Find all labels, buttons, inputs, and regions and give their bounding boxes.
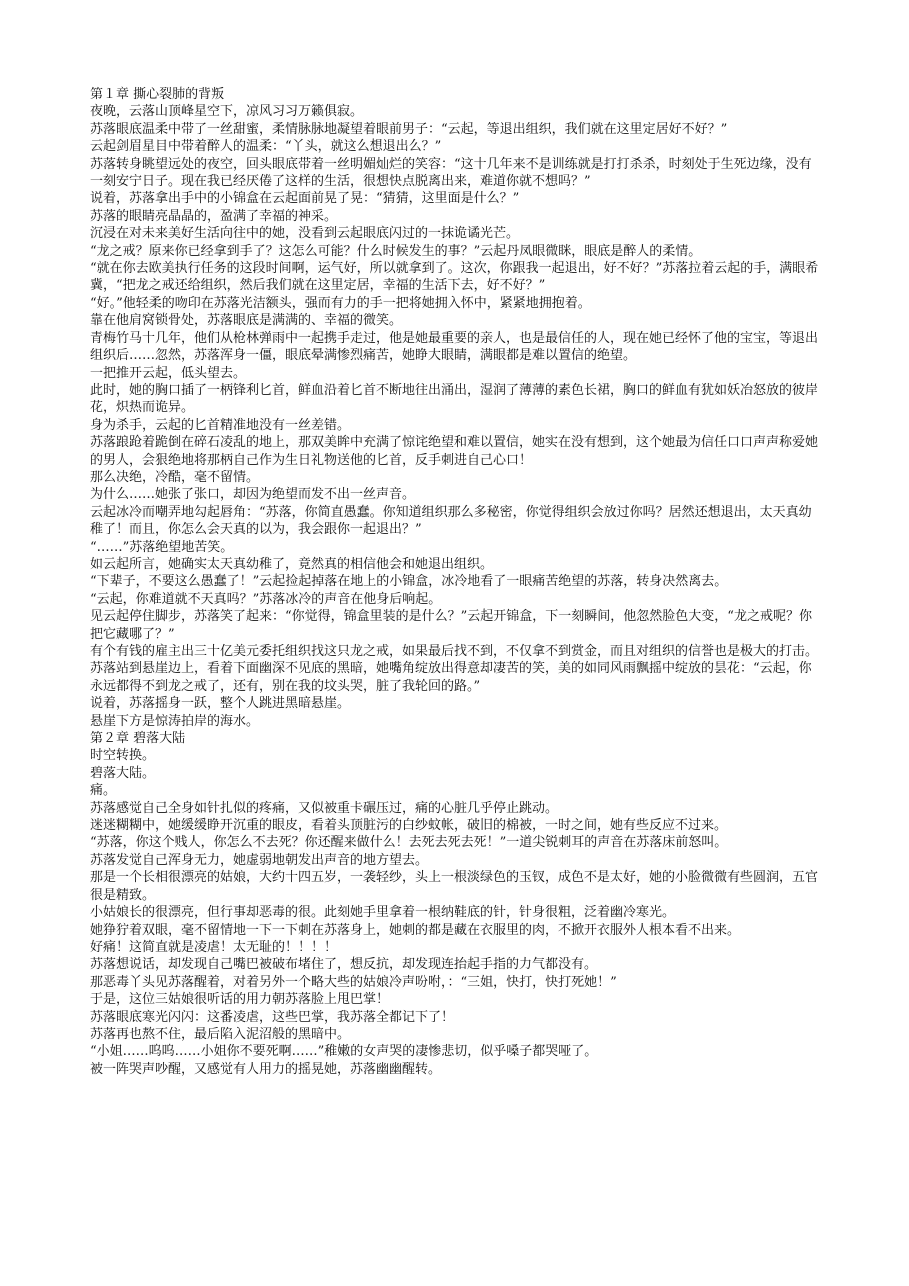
paragraph: 她狰狞着双眼，毫不留情地一下一下刺在苏落身上，她刺的都是藏在衣服里的肉，不掀开衣服外人根本看不出来。 [90,922,741,938]
paragraph: 苏落踉跄着跪倒在碎石凌乱的地上，那双美眸中充满了惊诧绝望和难以置信，她实在没有想到，这个她最为信任口口声声称爱她的男人，会狠绝地将那柄自己作为生日礼物送他的匕首，反手刺进自己心口！ [90,435,819,468]
paragraph: 迷迷糊糊中，她缓缓睁开沉重的眼皮，看着头顶脏污的白纱蚊帐，破旧的棉被，一时之间，她有些反应不过来。 [90,818,728,834]
paragraph: “云起，你难道就不天真吗？”苏落冰冷的声音在他身后响起。 [90,591,442,607]
paragraph: 有个有钱的雇主出三十亿美元委托组织找这只龙之戒，如果最后找不到，不仅拿不到赏金，而且对组织的信誉也是极大的打击。 [90,644,819,659]
paragraph: 小姑娘长的很漂亮，但行事却恶毒的很。此刻她手里拿着一根纳鞋底的针，针身很粗，泛着幽冷寒光。 [90,905,676,921]
paragraph: 见云起停住脚步，苏落笑了起来：“你觉得，锦盒里装的是什么？”云起开锦盒，下一刻瞬间，他忽然脸色大变，“龙之戒呢？你把它藏哪了？” [90,609,812,642]
chapter-heading: 第１章 撕心裂肺的背叛 [90,87,225,102]
paragraph: 苏落眼底寒光闪闪：这番凌虐，这些巴掌，我苏落全都记下了！ [90,1009,455,1025]
paragraph: 说着，苏落摇身一跃，整个人跳进黑暗悬崖。 [90,696,351,712]
paragraph: 苏落发觉自己浑身无力，她虚弱地朝发出声音的地方望去。 [90,852,429,868]
paragraph: “龙之戒？原来你已经拿到手了？这怎么可能？什么时候发生的事？”云起丹凤眼微眯，眼底是醉人的柔情。 [90,243,702,259]
paragraph: 一把推开云起，低头望去。 [90,365,247,381]
paragraph: 被一阵哭声吵醒，又感觉有人用力的摇晃她，苏落幽幽醒转。 [90,1061,442,1077]
paragraph: 悬崖下方是惊涛拍岸的海水。 [90,713,260,729]
paragraph: 云起剑眉星目中带着醉人的温柔：“丫头，就这么想退出么？” [90,139,442,155]
paragraph: 那么决绝，冷酷，毫不留情。 [90,469,260,485]
document-page [90,86,820,1078]
paragraph: 苏落的眼睛亮晶晶的，盈满了幸福的神采。 [90,208,338,224]
paragraph: 痛。 [90,783,117,799]
chapter-heading: 第２章 碧落大陆 [90,731,186,747]
paragraph: 夜晚，云落山顶峰星空下，凉风习习万籁俱寂。 [90,104,364,120]
paragraph: 那是一个长相很漂亮的姑娘，大约十四五岁，一袭轻纱，头上一根淡绿色的玉钗，成色不是太好，她的小脸微微有些圆润，五官很是精致。 [90,870,819,903]
paragraph: 苏落转身眺望远处的夜空，回头眼底带着一丝明媚灿烂的笑容：“这十几年来不是训练就是打打杀杀，时刻处于生死边缘，没有一刻安宁日子。现在我已经厌倦了这样的生活，很想快点脱离出来，难道你就不想吗？” [90,156,812,190]
paragraph: “就在你去欧美执行任务的这段时间啊，运气好，所以就拿到了。这次，你跟我一起退出，好不好？”苏落拉着云起的手，满眼希冀，“把龙之戒还给组织，然后我们就在这里定居，幸福的生活下去，好不好？” [90,261,819,294]
paragraph: 时空转换。 [90,748,156,764]
paragraph: “下辈子，不要这么愚蠢了！”云起捡起掉落在地上的小锦盒，冰冷地看了一眼痛苦绝望的苏落，转身决然离去。 [90,574,728,590]
paragraph: 那恶毒丫头见苏落醒着，对着另外一个略大些的姑娘冷声吩咐，：“三姐，快打，快打死她！” [90,974,617,990]
paragraph: 云起冰冷而嘲弄地勾起唇角：“苏落，你简直愚蠢。你知道组织那么多秘密，你觉得组织会放过你吗？居然还想退出，太天真幼稚了！而且，你怎么会天真的以为，我会跟你一起退出？” [90,504,812,538]
paragraph: 于是，这位三姑娘很听话的用力朝苏落脸上甩巴掌！ [90,992,390,1008]
paragraph: 身为杀手，云起的匕首精准地没有一丝差错。 [90,417,351,433]
paragraph: 沉浸在对未来美好生活向往中的她，没看到云起眼底闪过的一抹诡谲光芒。 [90,226,520,242]
paragraph: “好。”他轻柔的吻印在苏落光洁额头，强而有力的手一把将她拥入怀中，紧紧地拥抱着。 [90,295,591,311]
paragraph: 为什么……她张了张口，却因为绝望而发不出一丝声音。 [90,487,416,503]
paragraph: “小姐……呜呜……小姐你不要死啊……”稚嫩的女声哭的凄惨悲切，似乎嗓子都哭哑了。 [90,1044,598,1060]
paragraph: 苏落再也熬不住，最后陷入泥沼般的黑暗中。 [90,1026,351,1042]
paragraph: 此时，她的胸口插了一柄锋利匕首，鲜血沿着匕首不断地往出涌出，湿润了薄薄的素色长裙，胸口的鲜血有犹如妖冶怒放的彼岸花，炽热而诡异。 [90,382,819,416]
paragraph: 如云起所言，她确实太天真幼稚了，竟然真的相信他会和她退出组织。 [90,556,494,572]
paragraph: 好痛！这简直就是凌虐！太无耻的！！！！ [90,939,338,955]
paragraph: 青梅竹马十几年，他们从枪林弹雨中一起携手走过，他是她最重要的亲人，也是最信任的人，现在她已经怀了他的宝宝，等退出组织后……忽然，苏落浑身一僵，眼底晕满惨烈痛苦，她睁大眼睛，满眼都是难以置信的绝望。 [90,330,819,364]
paragraph: “……”苏落绝望地苦笑。 [90,539,234,555]
paragraph: “苏落，你这个贱人，你怎么不去死？你还醒来做什么！去死去死去死！”一道尖锐刺耳的声音在苏落床前怒叫。 [90,835,728,851]
paragraph: 碧落大陆。 [90,765,156,781]
paragraph: 苏落想说话，却发现自己嘴巴被破布堵住了，想反抗，却发现连抬起手指的力气都没有。 [90,957,598,973]
paragraph: 苏落感觉自己全身如针扎似的疼痛，又似被重卡碾压过，痛的心脏几乎停止跳动。 [90,800,559,816]
paragraph: 苏落眼底温柔中带了一丝甜蜜，柔情脉脉地凝望着眼前男子：“云起，等退出组织，我们就在这里定居好不好？” [90,121,728,137]
paragraph: 苏落站到悬崖边上，看着下面幽深不见底的黑暗，她嘴角绽放出得意却凄苦的笑，美的如同风雨飘摇中绽放的昙花：“云起，你永远都得不到龙之戒了，还有，别在我的坟头哭，脏了我轮回的路。” [90,661,812,694]
paragraph: 说着，苏落拿出手中的小锦盒在云起面前晃了晃：“猜猜，这里面是什么？” [90,191,520,207]
paragraph: 靠在他肩窝锁骨处，苏落眼底是满满的、幸福的微笑。 [90,313,403,329]
